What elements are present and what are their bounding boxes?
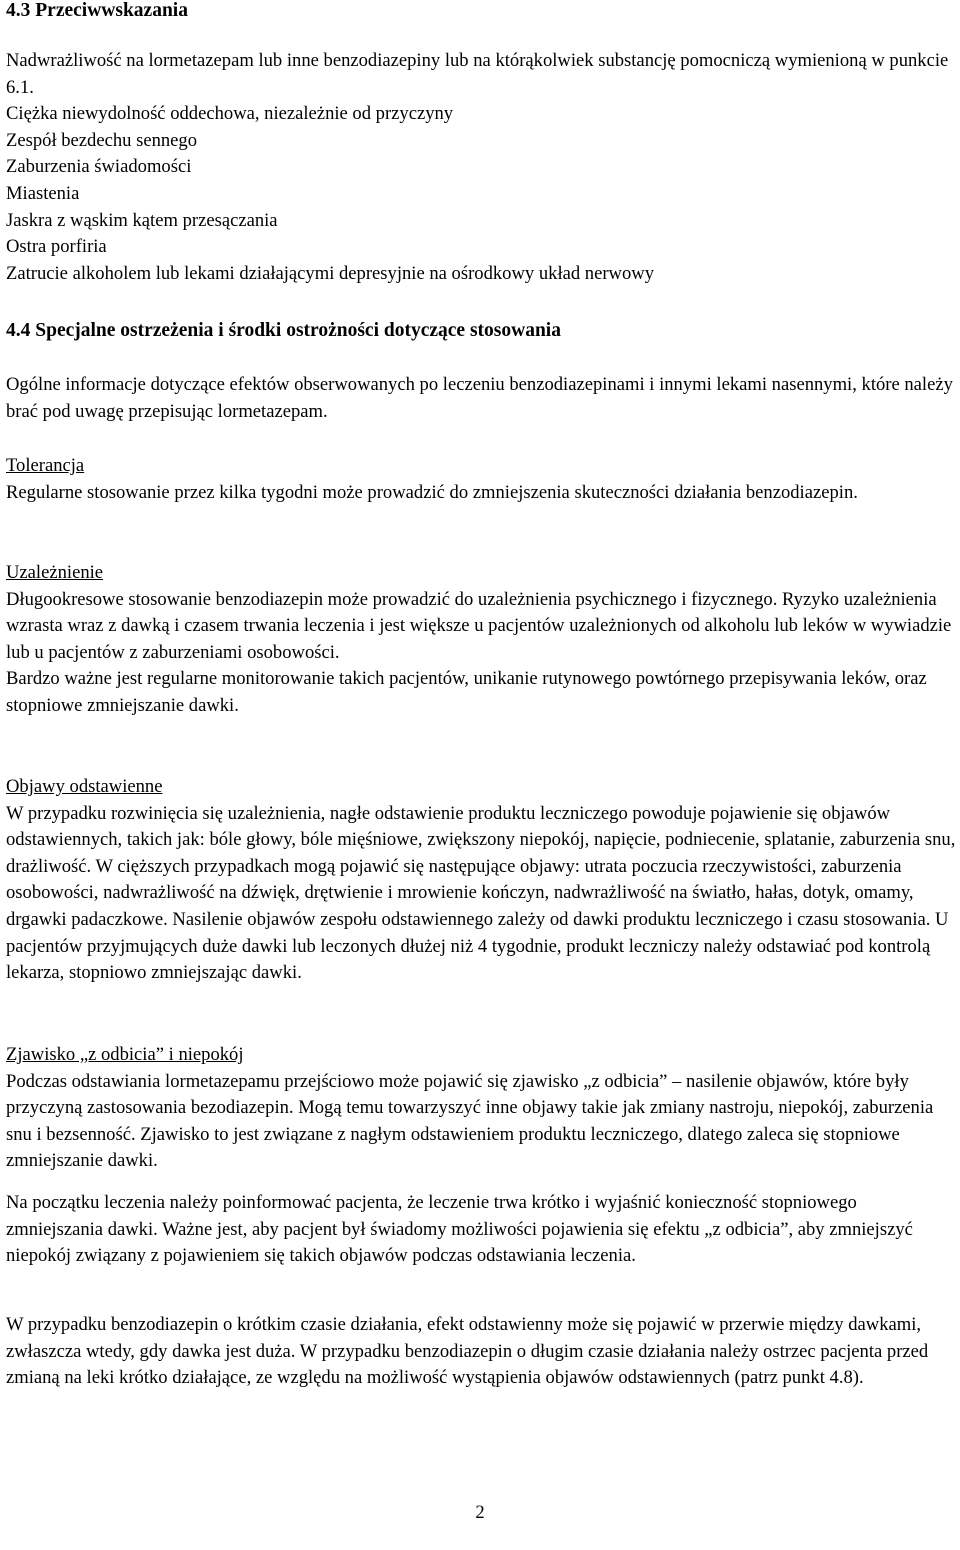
short-acting-paragraph: W przypadku benzodiazepin o krótkim czasie działania, efekt odstawienny może się pojawić w przerwie między dawkami, zwłaszcza wtedy, gdy dawka jest duża. W przypadku benzodiazepin o długim czasie działania należy ostrzec pacjenta przed zmianą na leki krótko działające, ze względu na możliwość wystąpienia objawów odstawiennych (patrz punkt 4.8). — [6, 1314, 929, 1389]
list-item: Zespół bezdechu sennego — [6, 129, 198, 151]
inform-block — [6, 1190, 956, 1270]
rebound-heading: Zjawisko „z odbicia” i niepokój — [6, 1044, 244, 1065]
list-item: Miastenia — [6, 182, 80, 204]
list-item: Ciężka niewydolność oddechowa, niezależnie od przyczyny — [6, 103, 454, 125]
tolerance-paragraph: Regularne stosowanie przez kilka tygodni może prowadzić do zmniejszenia skuteczności działania benzodiazepin. — [6, 481, 858, 503]
short-acting-block — [6, 1312, 956, 1392]
withdrawal-paragraph: W przypadku rozwinięcia się uzależnienia, nagłe odstawienie produktu leczniczego powoduje pojawienie się objawów odstawiennych, takich jak: bóle głowy, bóle mięśniowe, zwiększony niepokój, napięcie, podniecenie, splatanie, zaburzenia snu, drażliwość. W cięższych przypadkach mogą pojawić się następujące objawy: utrata poczucia rzeczywistości, zaburzenia osobowości, nadwrażliwość na dźwięk, drętwienie i mrowienie kończyn, nadwrażliwość na światło, hałas, dotyk, omamy, drgawki padaczkowe. Nasilenie objawów zespołu odstawiennego zależy od dawki produktu leczniczego i czasu stosowania. U pacjentów przyjmujących duże dawki lub leczonych dłużej niż 4 tygodnie, produkt leczniczy należy odstawiać pod kontrolą lekarza, stopniowo zmniejszając dawki. — [6, 802, 956, 984]
general-info-paragraph: Ogólne informacje dotyczące efektów obserwowanych po leczeniu benzodiazepinami i innymi lekami nasennymi, które należy brać pod uwagę przepisując lormetazepam. — [6, 374, 953, 422]
hypersensitivity-paragraph: Nadwrażliwość na lormetazepam lub inne benzodiazepiny lub na którąkolwiek substancję pomocniczą wymienioną w punkcie 6.1. — [6, 50, 949, 98]
section-4-3-heading: 4.3 Przeciwwskazania — [6, 0, 188, 21]
tolerance-heading: Tolerancja — [6, 455, 85, 476]
withdrawal-heading: Objawy odstawienne — [6, 776, 163, 797]
dependence-paragraph: Długookresowe stosowanie benzodiazepin może prowadzić do uzależnienia psychicznego i fizycznego. Ryzyko uzależnienia wzrasta wraz z dawką i czasem trwania leczenia i jest większe u pacjentów uzależnionych od alkoholu lub leków w wywiadzie lub u pacjentów z zaburzeniami osobowości. — [6, 588, 952, 663]
list-item: Zatrucie alkoholem lub lekami działającymi depresyjnie na ośrodkowy układ nerwowy — [6, 262, 654, 284]
withdrawal-block — [6, 774, 956, 987]
rebound-block — [6, 1042, 956, 1175]
monitoring-paragraph: Bardzo ważne jest regularne monitorowanie takich pacjentów, unikanie rutynowego powtórnego przepisywania leków, oraz stopniowe zmniejszanie dawki. — [6, 668, 927, 716]
inform-paragraph: Na początku leczenia należy poinformować pacjenta, że leczenie trwa krótko i wyjaśnić konieczność stopniowego zmniejszania dawki. Ważne jest, aby pacjent był świadomy możliwości pojawienia się efektu „z odbicia”, aby zmniejszyć niepokój związany z pojawieniem się takich objawów podczas odstawiania leczenia. — [6, 1192, 913, 1267]
general-info-block — [6, 372, 956, 425]
dependence-block — [6, 560, 956, 720]
page-number: 2 — [475, 1502, 485, 1523]
dependence-heading: Uzależnienie — [6, 562, 104, 583]
list-item: Ostra porfiria — [6, 236, 107, 258]
section-4-4-heading: 4.4 Specjalne ostrzeżenia i środki ostrożności dotyczące stosowania — [6, 320, 561, 341]
contraindications-block — [6, 48, 956, 287]
rebound-paragraph: Podczas odstawiania lormetazepamu przejściowo może pojawić się zjawisko „z odbicia” – nasilenie objawów, które były przyczyną zastosowania bezodiazepin. Mogą temu towarzyszyć inne objawy takie jak zmiany nastroju, niepokój, zaburzenia snu i bezsenność. Zjawisko to jest związane z nagłym odstawieniem produktu leczniczego, dlatego zaleca się stopniowe zmniejszanie dawki. — [6, 1070, 934, 1172]
list-item: Zaburzenia świadomości — [6, 156, 192, 178]
tolerance-block — [6, 453, 956, 506]
list-item: Jaskra z wąskim kątem przesączania — [6, 209, 278, 231]
